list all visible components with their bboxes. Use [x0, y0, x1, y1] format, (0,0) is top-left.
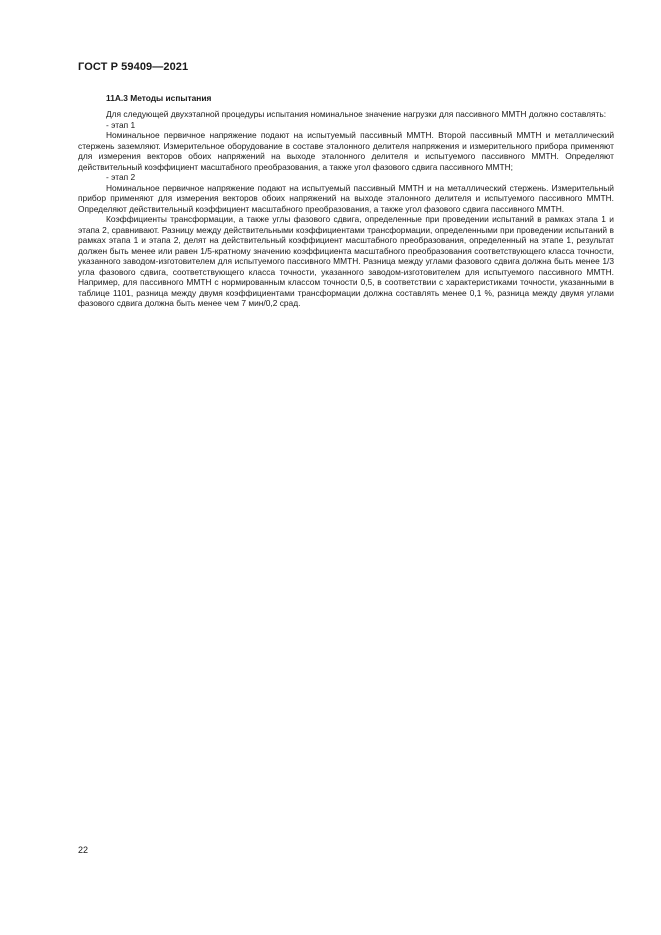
list-item-stage-2: - этап 2 — [106, 172, 136, 182]
paragraph-stage-1: Номинальное первичное напряжение подают на испытуемый пассивный ММТН. Второй пассивный ММТН и металлический стержень заземляют. Измерительное оборудование в составе эталонного делителя напряжения и измерительного прибора применяют для измерения векторов обоих напряжений на выходе эталонного делителя и испытуемого пассивного ММТН. Определяют действительный коэффициент масштабного преобразования, а также угол фазового сдвига пассивного ММТН; — [78, 130, 614, 172]
page-number: 22 — [78, 845, 89, 855]
body-text — [78, 109, 614, 309]
paragraph-stage-2: Номинальное первичное напряжение подают на испытуемый пассивный ММТН и на металлический стержень. Измерительный прибор применяют для измерения векторов обоих напряжений на выходе эталонного делителя и испытуемого пассивного ММТН. Определяют действительный коэффициент масштабного преобразования, а также угол фазового сдвига пассивного ММТН. — [78, 182, 614, 214]
list-item-stage-1: - этап 1 — [106, 119, 136, 130]
paragraph-comparison: Коэффициенты трансформации, а также углы фазового сдвига, определенные при проведении испытаний в рамках этапа 1 и этапа 2, сравнивают. Разницу между действительными коэффициентами трансформации, определенными при проведении испытаний в рамках этапа 1 и этапа 2, делят на действительный коэффициент масштабного преобразования, определенный на этапе 1, результат должен быть менее или равен 1/5-кратному значению коэффициента масштабного преобразования соответствующего класса точности, указанного заводом-изготовителем для испытуемого пассивного ММТН. Разница между углами фазового сдвига должна быть менее 1/3 угла фазового сдвига, соответствующего класса точности, указанного заводом-изготовителем для испытуемого пассивного ММТН. Например, для пассивного ММТН с нормированным классом точности 0,5, в соответствии с характеристиками точности, указанными в таблице 1101, разница между двумя коэффициентами трансформации должна составлять менее 0,1 %, разница между двумя углами фазового сдвига должна быть менее чем 7 мин/0,2 срад. — [78, 214, 614, 308]
section-title: 11A.3 Методы испытания — [106, 93, 212, 103]
paragraph-intro: Для следующей двухэтапной процедуры испытания номинальное значение нагрузки для пассивного ММТН должно составлять: — [106, 109, 607, 119]
document-header: ГОСТ Р 59409—2021 — [78, 61, 189, 73]
